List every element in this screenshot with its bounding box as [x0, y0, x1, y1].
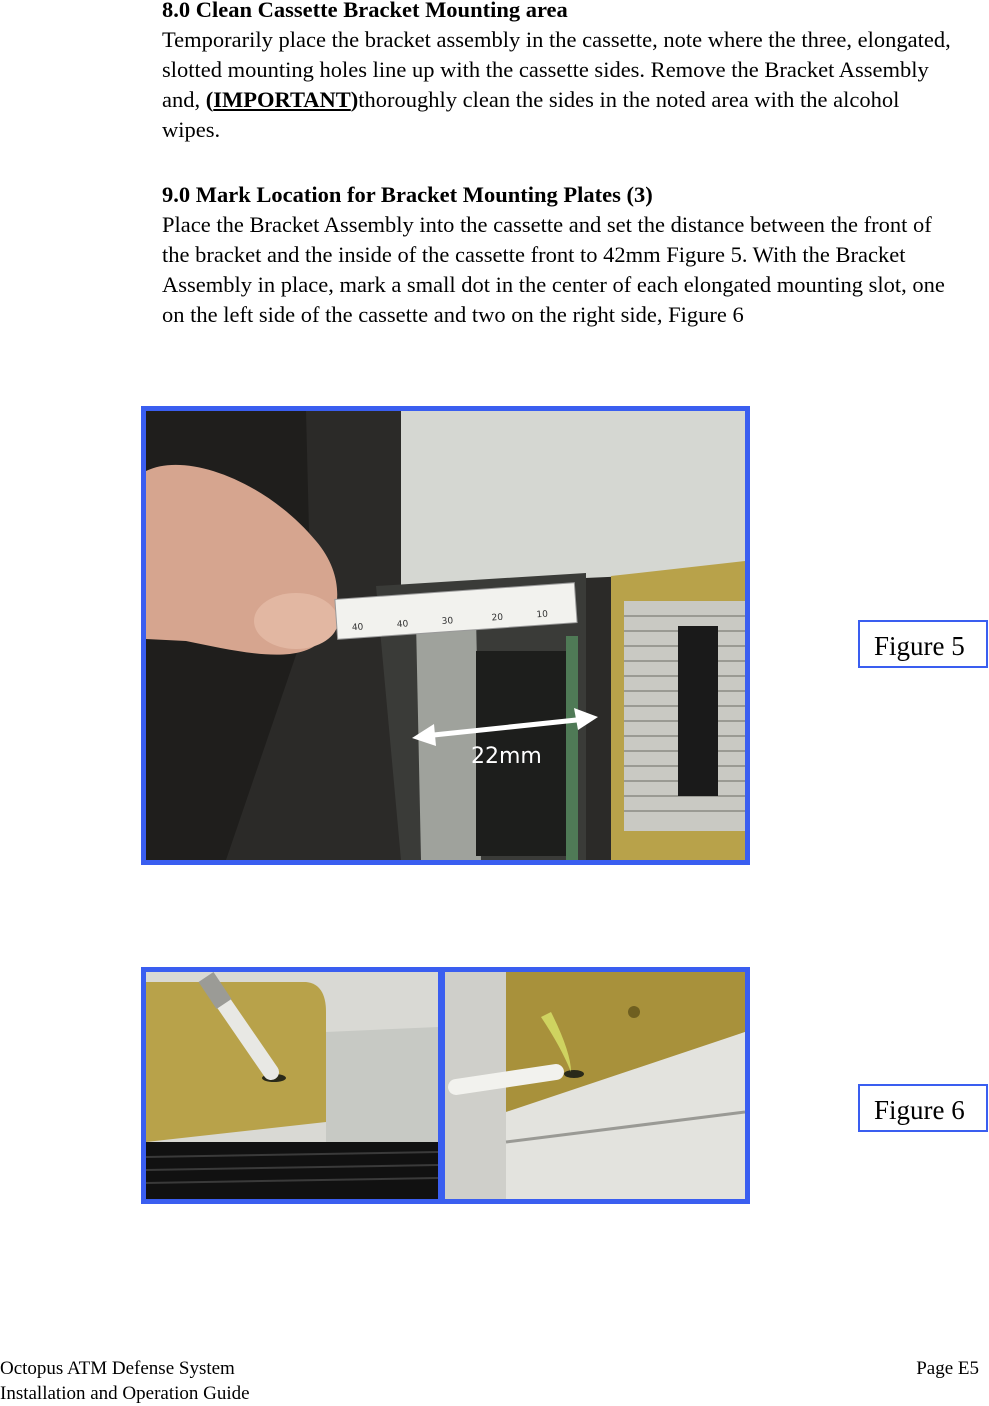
important-close-paren: )	[350, 87, 359, 112]
section-8	[162, 0, 962, 145]
important-emphasis: IMPORTANT	[213, 87, 351, 112]
figure-5-illustration	[146, 411, 745, 860]
ruler-tick-label: 20	[491, 612, 504, 624]
figure-6-caption: Figure 6	[858, 1084, 988, 1132]
figure-5-photo	[141, 406, 750, 865]
fig5-thumb	[254, 593, 338, 649]
footer-line-2: Installation and Operation Guide	[0, 1383, 250, 1404]
fig5-green-board	[566, 636, 578, 860]
fig5-cassette-wall	[401, 411, 745, 586]
section-9-heading: 9.0 Mark Location for Bracket Mounting Plates (3)	[162, 182, 653, 207]
fig6-divider	[438, 972, 445, 1199]
figure-6-photo	[141, 967, 750, 1204]
section-9	[162, 180, 962, 330]
fig5-black-connector	[678, 626, 718, 796]
section-8-text-after: thoroughly clean the sides in the noted area with the alcohol wipes.	[162, 87, 900, 142]
fig6-right-panel	[445, 972, 745, 1199]
figure-5-caption: Figure 5	[858, 620, 988, 668]
footer-doc-title	[0, 1356, 250, 1406]
ruler-tick-label: 40	[351, 622, 364, 634]
section-8-heading: 8.0 Clean Cassette Bracket Mounting area	[162, 0, 568, 22]
ruler-tick-label: 40	[396, 619, 409, 631]
fig6-left-panel	[146, 972, 438, 1199]
footer-line-1: Octopus ATM Defense System	[0, 1358, 235, 1379]
important-open-paren: (	[205, 87, 214, 112]
ruler-tick-label: 10	[536, 609, 549, 621]
ruler-tick-label: 30	[441, 616, 454, 628]
figure-6-illustration	[146, 972, 745, 1199]
fig5-measure-annotation: 22mm	[471, 744, 542, 769]
section-8-body	[162, 25, 962, 145]
page-number: Page E5	[916, 1358, 979, 1379]
section-8-text-before: Temporarily place the bracket assembly in the cassette, note where the three, elongated, slotted mounting holes line up with the cassette sides. Remove the Bracket Assembly and,	[162, 27, 951, 112]
section-9-body: Place the Bracket Assembly into the cassette and set the distance between the front of the bracket and the inside of the cassette front to 42mm Figure 5. With the Bracket Assembly in place, mark a small dot in the center of each elongated mounting slot, one on the left side of the cassette and two on the right side, Figure 6	[162, 212, 945, 327]
